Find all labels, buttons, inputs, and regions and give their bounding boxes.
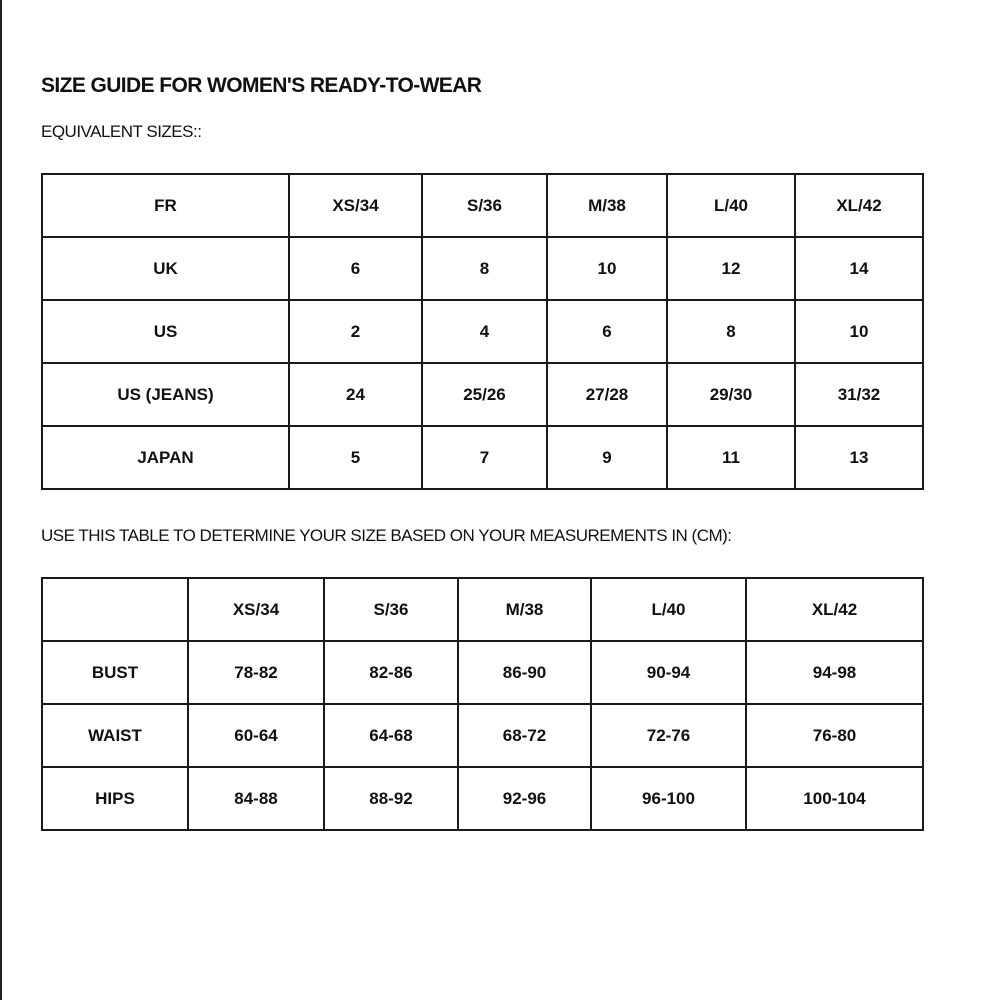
table-cell: 90-94 — [591, 641, 746, 704]
table-row — [42, 363, 923, 426]
table-cell: 6 — [289, 237, 422, 300]
table-cell: 60-64 — [188, 704, 324, 767]
row-label: US — [42, 300, 289, 363]
table-cell: 64-68 — [324, 704, 458, 767]
table-cell: 8 — [667, 300, 795, 363]
row-label: JAPAN — [42, 426, 289, 489]
table-cell: 29/30 — [667, 363, 795, 426]
table-cell: 94-98 — [746, 641, 923, 704]
table-cell: 4 — [422, 300, 547, 363]
table-cell: 92-96 — [458, 767, 591, 830]
page-title: SIZE GUIDE FOR WOMEN'S READY-TO-WEAR — [41, 74, 482, 97]
left-border-line — [0, 0, 2, 1000]
table-cell: 72-76 — [591, 704, 746, 767]
table-cell: 10 — [547, 237, 667, 300]
table-cell: 5 — [289, 426, 422, 489]
header-cell-empty — [42, 578, 188, 641]
table-cell: S/36 — [422, 174, 547, 237]
table-row — [42, 641, 923, 704]
row-label: US (JEANS) — [42, 363, 289, 426]
table-cell: 24 — [289, 363, 422, 426]
table-cell: 9 — [547, 426, 667, 489]
row-label: FR — [42, 174, 289, 237]
table-cell: 100-104 — [746, 767, 923, 830]
table-row — [42, 426, 923, 489]
table-cell: 78-82 — [188, 641, 324, 704]
table-cell: L/40 — [667, 174, 795, 237]
table-cell: 8 — [422, 237, 547, 300]
header-cell: XS/34 — [188, 578, 324, 641]
equivalent-sizes-table — [41, 173, 924, 490]
table-cell: 11 — [667, 426, 795, 489]
table-cell: 96-100 — [591, 767, 746, 830]
table-cell: 14 — [795, 237, 923, 300]
table-cell: 10 — [795, 300, 923, 363]
header-cell: M/38 — [458, 578, 591, 641]
row-label: WAIST — [42, 704, 188, 767]
table-cell: 25/26 — [422, 363, 547, 426]
table-row — [42, 767, 923, 830]
table-cell: 84-88 — [188, 767, 324, 830]
equivalent-sizes-label: EQUIVALENT SIZES:: — [41, 122, 202, 141]
measurements-label: USE THIS TABLE TO DETERMINE YOUR SIZE BASED ON YOUR MEASUREMENTS IN (CM): — [41, 526, 732, 545]
table-cell: 82-86 — [324, 641, 458, 704]
table-cell: 31/32 — [795, 363, 923, 426]
table-cell: XS/34 — [289, 174, 422, 237]
row-label: HIPS — [42, 767, 188, 830]
table-row — [42, 237, 923, 300]
header-cell: L/40 — [591, 578, 746, 641]
row-label: BUST — [42, 641, 188, 704]
header-cell: S/36 — [324, 578, 458, 641]
table-cell: 68-72 — [458, 704, 591, 767]
table-cell: 12 — [667, 237, 795, 300]
header-cell: XL/42 — [746, 578, 923, 641]
table-cell: 2 — [289, 300, 422, 363]
table-cell: 88-92 — [324, 767, 458, 830]
table-row — [42, 174, 923, 237]
row-label: UK — [42, 237, 289, 300]
table-cell: 27/28 — [547, 363, 667, 426]
table-cell: 7 — [422, 426, 547, 489]
table-cell: M/38 — [547, 174, 667, 237]
table-cell: 13 — [795, 426, 923, 489]
table-row — [42, 300, 923, 363]
measurements-table — [41, 577, 924, 831]
table-cell: XL/42 — [795, 174, 923, 237]
table-cell: 6 — [547, 300, 667, 363]
table-cell: 76-80 — [746, 704, 923, 767]
table-row — [42, 704, 923, 767]
table-header-row — [42, 578, 923, 641]
table-cell: 86-90 — [458, 641, 591, 704]
